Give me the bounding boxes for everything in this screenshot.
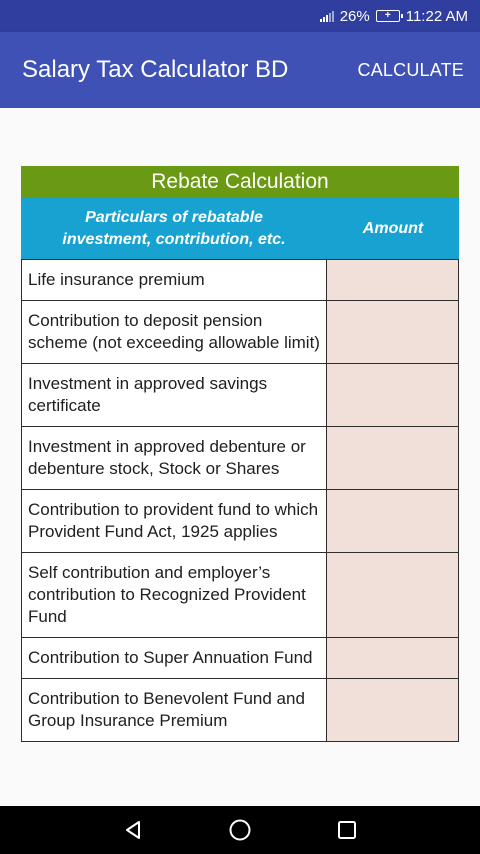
row-particular: Contribution to Benevolent Fund and Group Insurance Premium [22, 679, 327, 741]
back-icon[interactable] [109, 806, 157, 854]
home-icon[interactable] [216, 806, 264, 854]
header-amount: Amount [362, 219, 424, 237]
table-row [21, 490, 459, 553]
battery-percent: 26% [339, 7, 370, 25]
row-particular: Contribution to deposit pension scheme (not exceeding allowable limit) [22, 301, 327, 363]
header-particulars [21, 198, 327, 259]
rebate-title: Rebate Calculation [21, 166, 459, 198]
battery-icon: + [376, 10, 400, 22]
table-row [21, 553, 459, 638]
amount-input[interactable] [327, 553, 459, 637]
recents-icon[interactable] [323, 806, 371, 854]
row-particular: Life insurance premium [22, 260, 327, 300]
row-particular: Contribution to provident fund to which Provident Fund Act, 1925 applies [22, 490, 327, 552]
status-bar [0, 0, 480, 32]
calculate-button[interactable]: CALCULATE [357, 59, 464, 80]
signal-icon [320, 10, 334, 22]
rebate-rows [21, 259, 459, 742]
rebate-header-row [21, 198, 459, 259]
table-row [21, 679, 459, 742]
table-row [21, 427, 459, 490]
amount-input[interactable] [327, 638, 459, 678]
app-title: Salary Tax Calculator BD [22, 56, 289, 83]
amount-input[interactable] [327, 679, 459, 741]
app-bar [0, 32, 480, 108]
rebate-table [21, 166, 459, 742]
table-row [21, 301, 459, 364]
row-particular: Contribution to Super Annuation Fund [22, 638, 327, 678]
amount-input[interactable] [327, 364, 459, 426]
header-particulars-line2: investment, contribution, etc. [62, 230, 286, 248]
header-particulars-line1: Particulars of rebatable [85, 208, 263, 226]
scroll-content[interactable] [0, 108, 480, 784]
table-row [21, 364, 459, 427]
amount-input[interactable] [327, 490, 459, 552]
amount-input[interactable] [327, 301, 459, 363]
amount-input[interactable] [327, 427, 459, 489]
table-row [21, 259, 459, 301]
navigation-bar [0, 806, 480, 854]
row-particular: Self contribution and employer’s contribution to Recognized Provident Fund [22, 553, 327, 637]
amount-input[interactable] [327, 260, 459, 300]
table-row [21, 638, 459, 679]
status-time: 11:22 AM [405, 7, 468, 25]
row-particular: Investment in approved savings certificate [22, 364, 327, 426]
row-particular: Investment in approved debenture or debenture stock, Stock or Shares [22, 427, 327, 489]
